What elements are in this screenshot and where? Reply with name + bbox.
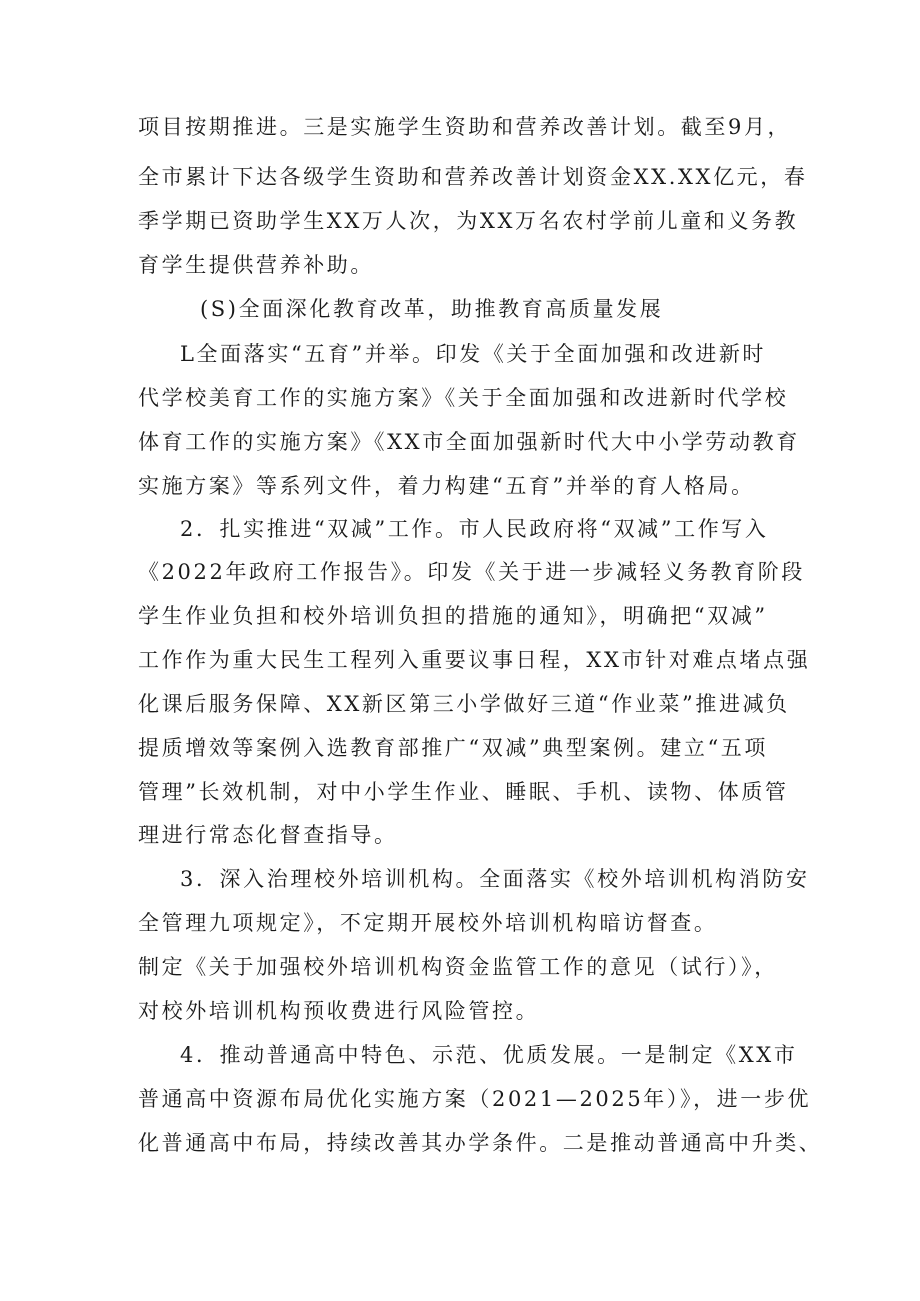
paragraph-line: 项目按期推进。三是实施学生资助和营养改善计划。截至9月， <box>138 115 792 139</box>
section-heading: (S)全面深化教育改革，助推教育高质量发展 <box>200 297 664 321</box>
paragraph-line: 全市累计下达各级学生资助和营养改善计划资金XX.XX亿元，春 <box>138 165 808 189</box>
paragraph-line: 管理”长效机制，对中小学生作业、睡眠、手机、读物、体质管 <box>138 780 789 804</box>
paragraph-line: 对校外培训机构预收费进行风险管控。 <box>138 999 540 1023</box>
paragraph-line: 普通高中资源布局优化实施方案（2021—2025年）》，进一步优 <box>138 1087 812 1111</box>
paragraph-line: 实施方案》等系列文件，着力构建“五育”并举的育人格局。 <box>138 474 755 498</box>
paragraph-line: 理进行常态化督查指导。 <box>138 823 398 847</box>
paragraph-line: 2．扎实推进“双减”工作。市人民政府将“双减”工作写入 <box>180 517 769 541</box>
paragraph-line: L全面落实“五育”并举。印发《关于全面加强和改进新时 <box>180 342 767 366</box>
paragraph-line: 学生作业负担和校外培训负担的措施的通知》，明确把“双减” <box>138 604 768 628</box>
paragraph-line: 化课后服务保障、XX新区第三小学做好三道“作业菜”推进减负 <box>138 692 790 716</box>
paragraph-line: 《2022年政府工作报告》。印发《关于进一步减轻义务教育阶段 <box>138 560 805 584</box>
paragraph-line: 提质增效等案例入选教育部推广“双减”典型案例。建立“五项 <box>138 736 769 760</box>
paragraph-line: 季学期已资助学生XX万人次，为XX万名农村学前儿童和义务教 <box>138 209 799 233</box>
paragraph-line: 化普通高中布局，持续改善其办学条件。二是推动普通高中升类、 <box>138 1131 823 1155</box>
paragraph-line: 3．深入治理校外培训机构。全面落实《校外培训机构消防安 <box>180 867 810 891</box>
paragraph-line: 体育工作的实施方案》《XX市全面加强新时代大中小学劳动教育 <box>138 430 800 454</box>
paragraph-line: 制定《关于加强校外培训机构资金监管工作的意见（试行）》， <box>138 955 778 979</box>
paragraph-line: 全管理九项规定》，不定期开展校外培训机构暗访督查。 <box>138 911 718 935</box>
paragraph-line: 代学校美育工作的实施方案》《关于全面加强和改进新时代学校 <box>138 386 789 410</box>
paragraph-line: 4．推动普通高中特色、示范、优质发展。一是制定《XX市 <box>180 1043 798 1067</box>
paragraph-line: 工作作为重大民生工程列入重要议事日程，XX市针对难点堵点强 <box>138 648 811 672</box>
paragraph-line: 育学生提供营养补助。 <box>138 253 374 277</box>
